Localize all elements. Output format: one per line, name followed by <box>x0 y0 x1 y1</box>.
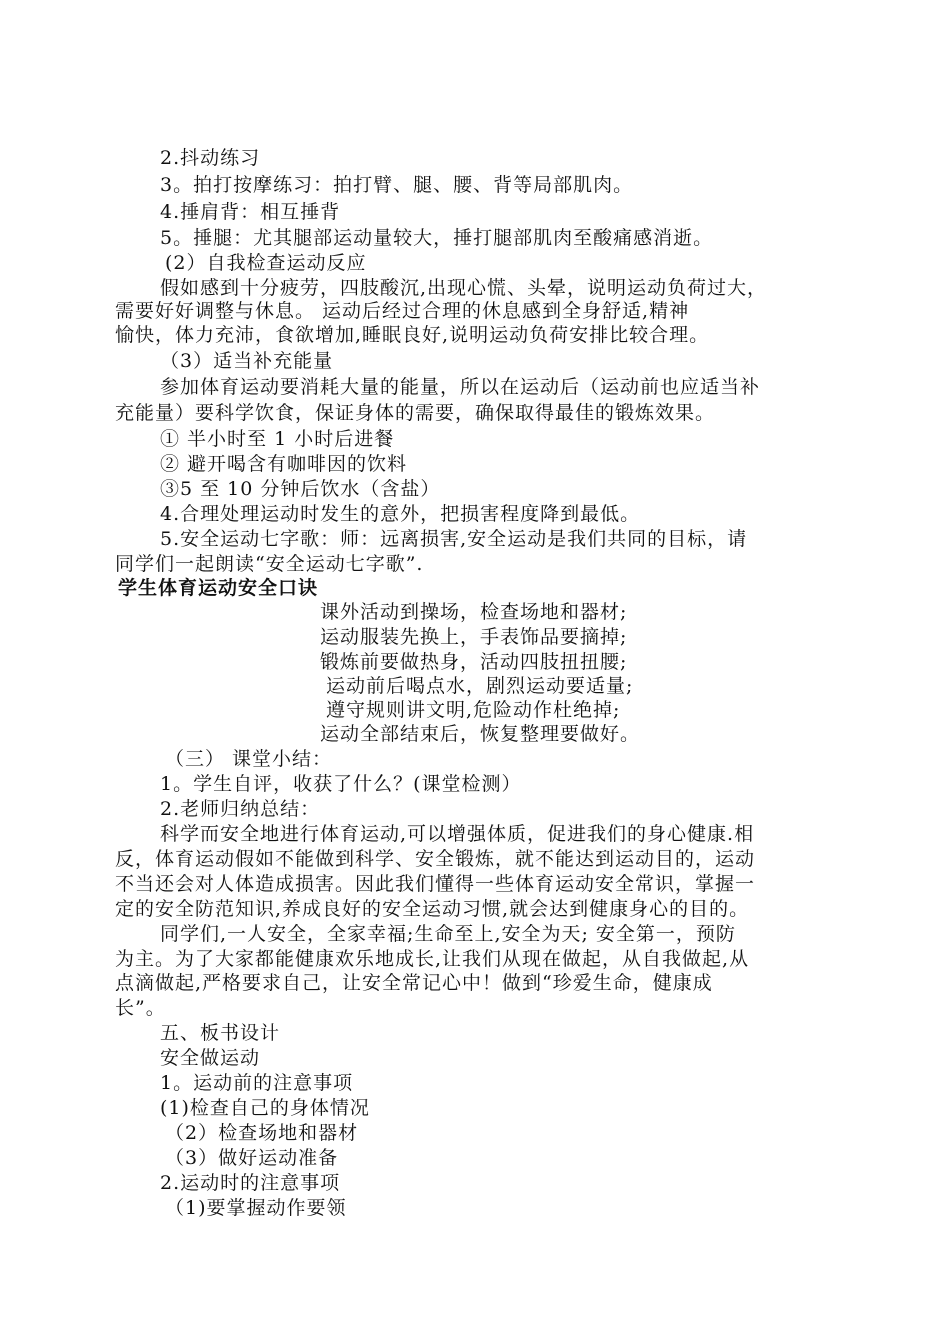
text-line: 4.捶肩背：相互捶背 <box>160 201 341 223</box>
text-line: (1)检查自己的身体情况 <box>160 1097 370 1119</box>
text-line: 不当还会对人体造成损害。因此我们懂得一些体育运动安全常识，掌握一 <box>115 873 756 895</box>
text-line: 定的安全防范知识,养成良好的安全运动习惯,就会达到健康身心的目的。 <box>115 898 750 920</box>
text-line: 为主。为了大家都能健康欢乐地成长,让我们从现在做起，从自我做起,从 <box>115 948 750 970</box>
text-line: 参加体育运动要消耗大量的能量，所以在运动后（运动前也应适当补 <box>160 376 761 398</box>
text-line: 5。捶腿：尤其腿部运动量较大，捶打腿部肌肉至酸痛感消逝。 <box>160 227 714 249</box>
text-line: ③5 至 10 分钟后饮水（含盐） <box>160 478 441 500</box>
text-line: （三） 课堂小结： <box>165 748 333 770</box>
poem-line: 运动全部结束后，恢复整理要做好。 <box>320 723 641 745</box>
text-line: 同学们,一人安全，全家幸福;生命至上,安全为天; 安全第一，预防 <box>160 923 736 945</box>
text-line: 4.合理处理运动时发生的意外，把损害程度降到最低。 <box>160 503 641 525</box>
text-line: 2.抖动练习 <box>160 147 261 169</box>
text-line: 5.安全运动七字歌：师：远离损害,安全运动是我们共同的目标，请 <box>160 528 748 550</box>
text-line: （3）适当补充能量 <box>160 350 334 372</box>
text-line: 五、板书设计 <box>160 1022 281 1044</box>
text-line: 长”。 <box>115 997 166 1019</box>
poem-heading: 学生体育运动安全口诀 <box>118 577 319 599</box>
poem-line: 运动前后喝点水，剧烈运动要适量; <box>326 675 634 697</box>
text-line: 需要好好调整与休息。 运动后经过合理的休息感到全身舒适,精神 <box>115 300 690 322</box>
text-line: 1。运动前的注意事项 <box>160 1072 354 1094</box>
poem-line: 课外活动到操场，检查场地和器材; <box>320 601 628 623</box>
text-line: 安全做运动 <box>160 1047 261 1069</box>
poem-line: 运动服装先换上，手表饰品要摘掉; <box>320 626 628 648</box>
text-line: （3）做好运动准备 <box>165 1147 339 1169</box>
text-line: 2.老师归纳总结： <box>160 798 321 820</box>
text-line: 假如感到十分疲劳，四肢酸沉,出现心慌、头晕，说明运动负荷过大， <box>160 277 768 299</box>
text-line: 2.运动时的注意事项 <box>160 1172 341 1194</box>
text-line: 3。拍打按摩练习：拍打臂、腿、腰、背等局部肌肉。 <box>160 174 634 196</box>
text-line: （1)要掌握动作要领 <box>165 1197 347 1219</box>
text-line: 1。学生自评，收获了什么？(课堂检测） <box>160 773 522 795</box>
text-line: 科学而安全地进行体育运动,可以增强体质，促进我们的身心健康.相 <box>160 823 755 845</box>
text-line: 反，体育运动假如不能做到科学、安全锻炼，就不能达到运动目的，运动 <box>115 848 756 870</box>
text-line: 充能量）要科学饮食，保证身体的需要，确保取得最佳的锻炼效果。 <box>115 402 716 424</box>
text-line: (2）自我检查运动反应 <box>165 252 367 274</box>
text-line: 同学们一起朗读“安全运动七字歌”. <box>115 553 424 575</box>
text-line: （2）检查场地和器材 <box>165 1122 359 1144</box>
text-line: ① 半小时至 1 小时后进餐 <box>160 428 395 450</box>
poem-line: 锻炼前要做热身，活动四肢扭扭腰; <box>320 651 628 673</box>
text-line: 愉快，体力充沛，食欲增加,睡眠良好,说明运动负荷安排比较合理。 <box>115 324 710 346</box>
text-line: ② 避开喝含有咖啡因的饮料 <box>160 453 408 475</box>
text-line: 点滴做起,严格要求自己，让安全常记心中！做到“珍爱生命，健康成 <box>115 972 713 994</box>
poem-line: 遵守规则讲文明,危险动作杜绝掉; <box>326 699 621 721</box>
